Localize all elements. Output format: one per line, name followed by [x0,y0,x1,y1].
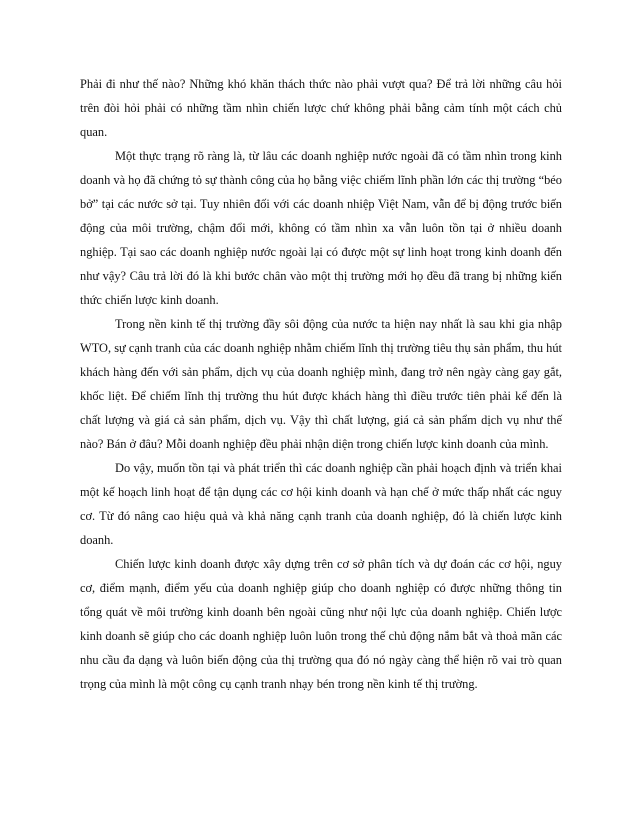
paragraph-3: Trong nền kinh tế thị trường đầy sôi động của nước ta hiện nay nhất là sau khi gia nhập WTO, sự cạnh tranh của các doanh nghiệp nhằm chiếm lĩnh thị trường tiêu thụ sản phẩm, thu hút khách hàng đến với sản phẩm, dịch vụ của doanh nghiệp mình, đang trở nên ngày càng gay gắt, khốc liệt. Để chiếm lĩnh thị trường thu hút được khách hàng thì điều trước tiên phải kể đến là chất lượng và giá cả sản phẩm, dịch vụ. Vậy thì chất lượng, giá cả sản phẩm dịch vụ như thế nào? Bán ở đâu? Mỗi doanh nghiệp đều phải nhận diện trong chiến lược kinh doanh của mình. [80,317,562,451]
document-page [80,72,562,696]
paragraph-4: Do vậy, muốn tồn tại và phát triển thì các doanh nghiệp cần phải hoạch định và triển khai một kế hoạch linh hoạt để tận dụng các cơ hội kinh doanh và hạn chế ở mức thấp nhất các nguy cơ. Từ đó nâng cao hiệu quả và khả năng cạnh tranh của doanh nghiệp, đó là chiến lược kinh doanh. [80,461,562,547]
paragraph-2: Một thực trạng rõ ràng là, từ lâu các doanh nghiệp nước ngoài đã có tầm nhìn trong kinh doanh và họ đã chứng tỏ sự thành công của họ bằng việc chiếm lĩnh phần lớn các thị trường “béo bở” tại các nước sở tại. Tuy nhiên đối với các doanh nhiệp Việt Nam, vẫn để bị động trước biến động của môi trường, chậm đổi mới, không có tầm nhìn xa vẫn luôn tồn tại ở nhiều doanh nghiệp. Tại sao các doanh nghiệp nước ngoài lại có được một sự linh hoạt trong kinh doanh đến như vậy? Câu trả lời đó là khi bước chân vào một thị trường mới họ đều đã trang bị những kiến thức chiến lược kinh doanh. [80,149,562,307]
paragraph-1: Phải đi như thế nào? Những khó khăn thách thức nào phải vượt qua? Để trả lời những câu hỏi trên đòi hỏi phải có những tầm nhìn chiến lược chứ không phải bằng cảm tính một cách chủ quan. [80,77,562,139]
paragraph-5: Chiến lược kinh doanh được xây dựng trên cơ sở phân tích và dự đoán các cơ hội, nguy cơ, điểm mạnh, điểm yếu của doanh nghiệp giúp cho doanh nghiệp có được những thông tin tổng quát về môi trường kinh doanh bên ngoài cũng như nội lực của doanh nghiệp. Chiến lược kinh doanh sẽ giúp cho các doanh nghiệp luôn luôn trong thế chủ động nắm bắt và thoả mãn các nhu cầu đa dạng và luôn biến động của thị trường qua đó nó ngày càng thể hiện rõ vai trò quan trọng của mình là một công cụ cạnh tranh nhạy bén trong nền kinh tế thị trường. [80,557,562,691]
